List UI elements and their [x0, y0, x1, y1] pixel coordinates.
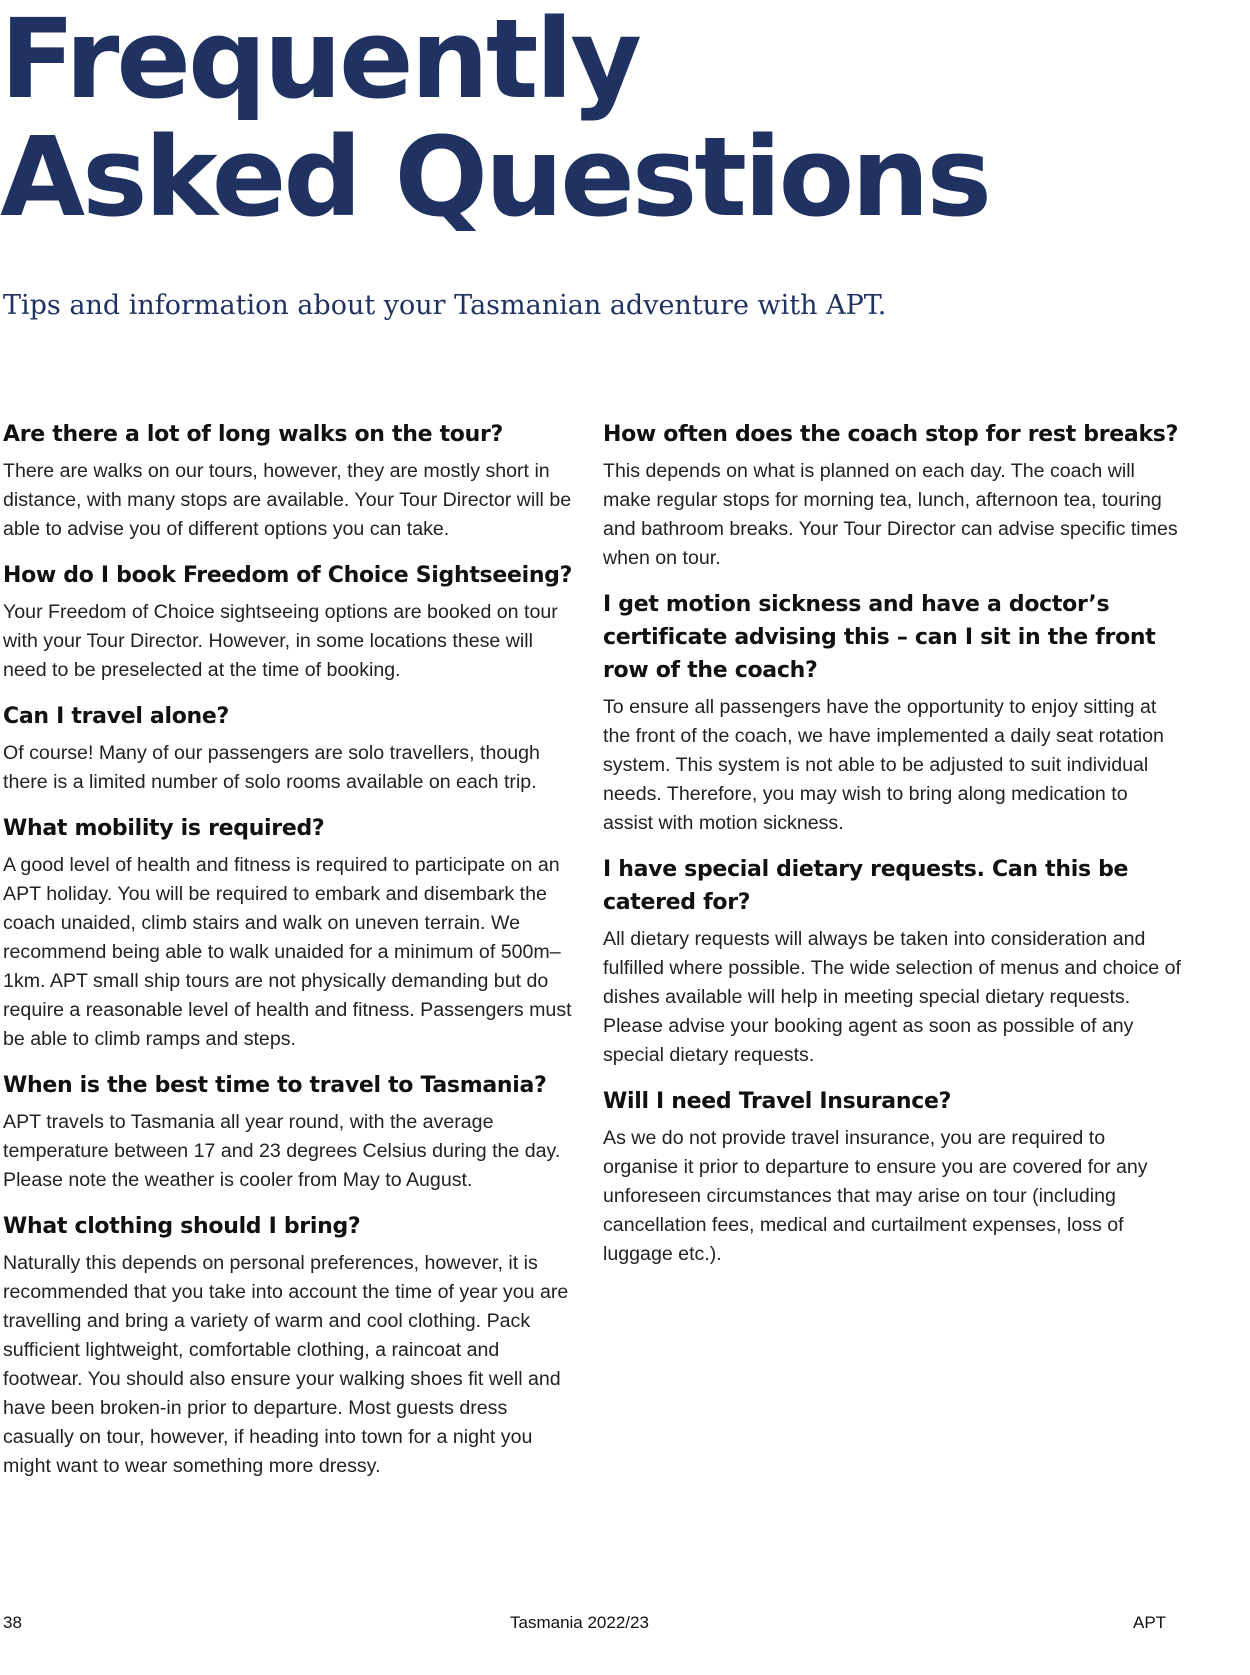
- faq-question: What mobility is required?: [3, 816, 325, 841]
- faq-answer: Of course! Many of our passengers are solo travellers, though there is a limited number of solo rooms available on each trip.: [3, 742, 540, 793]
- faq-question: What clothing should I bring?: [3, 1214, 361, 1239]
- faq-answer: Naturally this depends on personal preferences, however, it is recommended that you take into account the time of year you are travelling and bring a variety of warm and cool clothing. Pack sufficient lightweight, comfortable clothing, a raincoat and footwear. You should also ensure your walking shoes fit well and have been broken-in prior to departure. Most guests dress casually on tour, however, if heading into town for a night you might want to wear something more dressy.: [3, 1252, 569, 1477]
- faq-answer: To ensure all passengers have the opportunity to enjoy sitting at the front of the coach, we have implemented a daily seat rotation system. This system is not able to be adjusted to suit individual needs. Therefore, you may wish to bring along medication to assist with motion sickness.: [603, 696, 1164, 834]
- faq-answer: This depends on what is planned on each day. The coach will make regular stops for morning tea, lunch, afternoon tea, touring and bathroom breaks. Your Tour Director can advise specific times when on tour.: [603, 460, 1178, 569]
- faq-question: Are there a lot of long walks on the tour?: [3, 422, 503, 447]
- page-title-line-2: Asked Questions: [0, 113, 989, 241]
- faq-question: Can I travel alone?: [3, 704, 229, 729]
- publication-name: Tasmania 2022/23: [510, 1613, 649, 1632]
- faq-item-freedom-of-choice: [3, 559, 578, 685]
- faq-item-long-walks: [3, 418, 578, 544]
- faq-answer: All dietary requests will always be taken into consideration and fulfilled where possible. The wide selection of menus and choice of dishes available will help in meeting special dietary requests. Please advise your booking agent as soon as possible of any special dietary requests.: [603, 928, 1181, 1066]
- faq-question: How often does the coach stop for rest breaks?: [603, 422, 1179, 447]
- page-number: 38: [3, 1613, 22, 1632]
- faq-column-right: [603, 418, 1183, 1284]
- page-title: [0, 0, 989, 241]
- page-subtitle: Tips and information about your Tasmanian adventure with APT.: [3, 290, 887, 321]
- faq-item-dietary: [603, 853, 1183, 1070]
- faq-item-rest-breaks: [603, 418, 1183, 573]
- faq-answer: There are walks on our tours, however, they are mostly short in distance, with many stops are available. Your Tour Director will be able to advise you of different options you can take.: [3, 460, 572, 540]
- page-title-line-1: Frequently: [0, 0, 639, 123]
- faq-question: Will I need Travel Insurance?: [603, 1089, 952, 1114]
- brand-name: APT: [1133, 1613, 1167, 1632]
- faq-question: When is the best time to travel to Tasmania?: [3, 1073, 547, 1098]
- faq-answer: As we do not provide travel insurance, you are required to organise it prior to departure to ensure you are covered for any unforeseen circumstances that may arise on tour (including cancellation fees, medical and curtailment expenses, loss of luggage etc.).: [603, 1127, 1148, 1265]
- faq-question: I have special dietary requests. Can this be catered for?: [603, 857, 1129, 915]
- faq-item-travel-alone: [3, 700, 578, 797]
- faq-answer: Your Freedom of Choice sightseeing options are booked on tour with your Tour Director. However, in some locations these will need to be preselected at the time of booking.: [3, 601, 558, 681]
- faq-question: I get motion sickness and have a doctor’s certificate advising this – can I sit in the front row of the coach?: [603, 592, 1156, 683]
- faq-item-motion-sickness: [603, 588, 1183, 838]
- faq-item-best-time: [3, 1069, 578, 1195]
- faq-item-clothing: [3, 1210, 578, 1481]
- faq-answer: A good level of health and fitness is required to participate on an APT holiday. You will be required to embark and disembark the coach unaided, climb stairs and walk on uneven terrain. We recommend being able to walk unaided for a minimum of 500m–1km. APT small ship tours are not physically demanding but do require a reasonable level of health and fitness. Passengers must be able to climb ramps and steps.: [3, 854, 572, 1050]
- faq-item-mobility: [3, 812, 578, 1054]
- faq-question: How do I book Freedom of Choice Sightseeing?: [3, 563, 573, 588]
- faq-answer: APT travels to Tasmania all year round, with the average temperature between 17 and 23 degrees Celsius during the day. Please note the weather is cooler from May to August.: [3, 1111, 561, 1191]
- faq-item-insurance: [603, 1085, 1183, 1269]
- faq-column-left: [3, 418, 578, 1496]
